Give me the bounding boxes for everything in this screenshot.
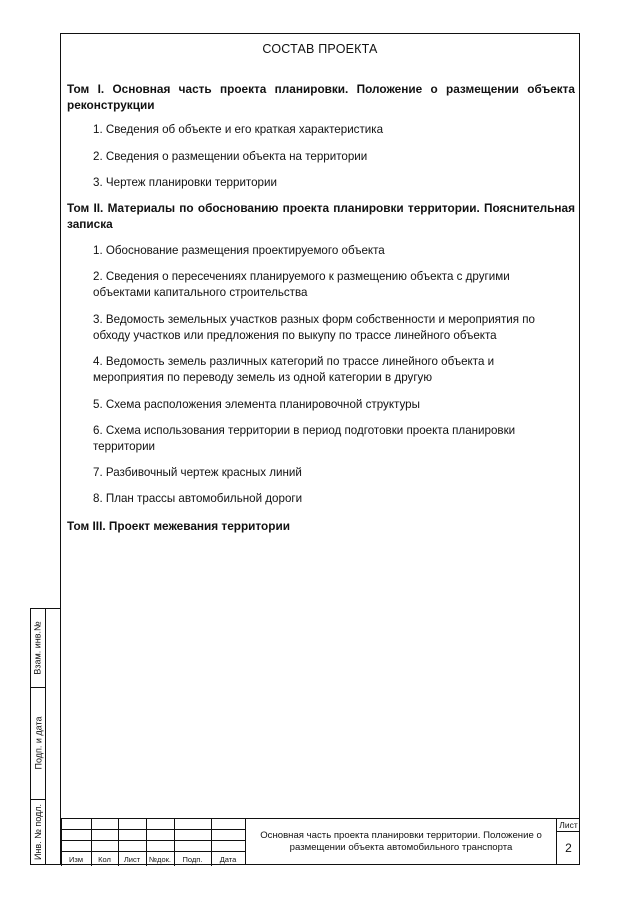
side-stamp (30, 608, 61, 865)
header-kol: Кол (98, 854, 111, 864)
volume-heading: Том III. Проект межевания территории (67, 519, 290, 533)
header-ndok: №док. (149, 854, 171, 864)
volume-heading: Том I. Основная часть проекта планировки. Положение о размещении объекта реконструкции (67, 82, 575, 112)
list-item: 4. Ведомость земель различных категорий по трассе линейного объекта и мероприятия по переводу земель из одной категории в другую (93, 355, 495, 384)
list-item: 8. План трассы автомобильной дороги (93, 492, 303, 505)
list-item: 1. Сведения об объекте и его краткая характеристика (93, 123, 384, 136)
list-item: 7. Разбивочный чертеж красных линий (93, 466, 302, 479)
stamp-podp-data: Подп. и дата (33, 716, 44, 770)
header-podp: Подп. (182, 854, 203, 864)
list-item: 2. Сведения о пересечениях планируемого к размещению объекта с другими объектами капитального строительства (93, 270, 510, 299)
list-item: 3. Ведомость земельных участков разных форм собственности и мероприятия по обходу участков или предложения по выкупу по трассе линейного объекта (93, 313, 535, 342)
title-block-description: Основная часть проекта планировки территории. Положение о размещении объекта автомобильного транспорта (245, 818, 556, 865)
stamp-vzam-inv: Взам. инв.№ (33, 621, 44, 675)
document-title: СОСТАВ ПРОЕКТА (262, 42, 378, 56)
list-item: 5. Схема расположения элемента планировочной структуры (93, 398, 420, 411)
stamp-inv-podl: Инв. № подл. (33, 803, 43, 860)
volume-heading: Том II. Материалы по обоснованию проекта планировки территории. Пояснительная записка (67, 201, 575, 231)
list-item: 6. Схема использования территории в период подготовки проекта планировки территории (93, 424, 516, 453)
list-item: 1. Обоснование размещения проектируемого объекта (93, 244, 385, 257)
sheet-cell (556, 818, 580, 865)
sheet-number: 2 (565, 841, 572, 855)
list-item: 2. Сведения о размещении объекта на территории (93, 150, 368, 163)
title-block (61, 818, 580, 865)
header-data: Дата (219, 854, 237, 864)
list-item: 3. Чертеж планировки территории (93, 176, 277, 189)
sheet-label: Лист (557, 819, 580, 832)
header-izm: Изм (69, 854, 83, 864)
page-frame (60, 33, 580, 865)
header-list: Лист (123, 854, 141, 864)
